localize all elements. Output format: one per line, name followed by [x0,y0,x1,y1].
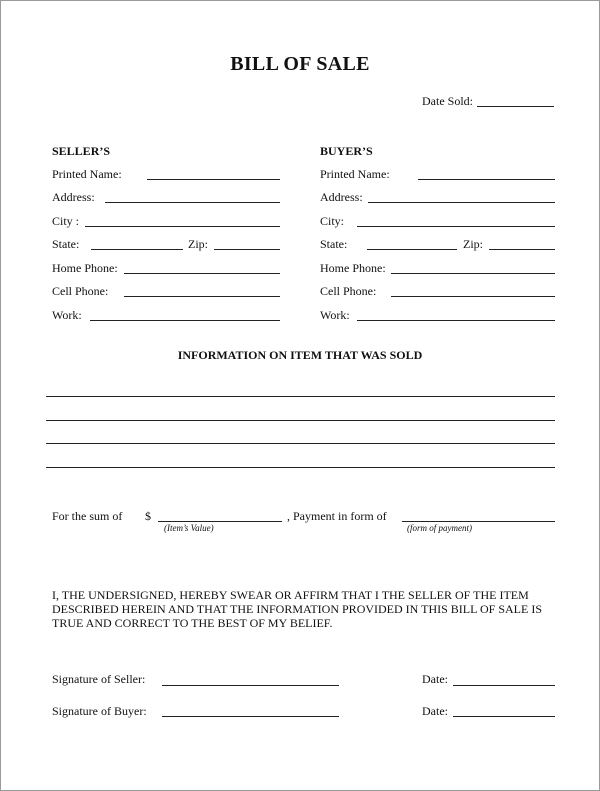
seller-zip-label: Zip: [188,237,208,251]
buyer-signature-label: Signature of Buyer: [52,704,147,718]
form-of-payment-field[interactable] [402,521,555,522]
buyer-work-label: Work: [320,308,350,322]
item-description-line-3[interactable] [46,443,555,444]
buyer-city-field[interactable] [357,226,555,227]
seller-printed-name-label: Printed Name: [52,167,122,181]
seller-address-field[interactable] [105,202,280,203]
seller-city-field[interactable] [85,226,280,227]
buyer-printed-name-field[interactable] [418,179,555,180]
buyer-state-field[interactable] [367,249,457,250]
buyer-work-field[interactable] [357,320,555,321]
seller-date-label: Date: [422,672,448,686]
seller-signature-label: Signature of Seller: [52,672,146,686]
buyer-zip-field[interactable] [489,249,555,250]
item-description-line-4[interactable] [46,467,555,468]
date-sold-label: Date Sold: [422,94,473,108]
buyer-date-label: Date: [422,704,448,718]
seller-work-label: Work: [52,308,82,322]
seller-date-field[interactable] [453,685,555,686]
buyer-home-phone-label: Home Phone: [320,261,386,275]
seller-state-label: State: [52,237,80,251]
seller-city-label: City : [52,214,80,228]
declaration-line-3: TRUE AND CORRECT TO THE BEST OF MY BELIEF. [52,616,333,630]
payment-form-label: , Payment in form of [287,509,387,523]
item-description-line-2[interactable] [46,420,555,421]
seller-state-field[interactable] [91,249,183,250]
sum-label: For the sum of [52,509,123,523]
buyer-heading: BUYER’S [320,144,373,158]
seller-home-phone-label: Home Phone: [52,261,118,275]
buyer-zip-label: Zip: [463,237,483,251]
buyer-cell-phone-label: Cell Phone: [320,284,377,298]
buyer-cell-phone-field[interactable] [391,296,555,297]
declaration-line-2: DESCRIBED HEREIN AND THAT THE INFORMATION PROVIDED IN THIS BILL OF SALE IS [52,602,543,616]
date-sold-field[interactable] [477,106,554,107]
item-section-heading: INFORMATION ON ITEM THAT WAS SOLD [177,348,423,362]
seller-cell-phone-label: Cell Phone: [52,284,109,298]
seller-work-field[interactable] [90,320,280,321]
seller-cell-phone-field[interactable] [124,296,280,297]
buyer-city-label: City: [320,214,345,228]
buyer-printed-name-label: Printed Name: [320,167,390,181]
currency-symbol: $ [145,509,151,523]
buyer-address-label: Address: [320,190,363,204]
buyer-home-phone-field[interactable] [391,273,555,274]
seller-heading: SELLER’S [52,144,111,158]
seller-signature-field[interactable] [162,685,339,686]
seller-printed-name-field[interactable] [147,179,280,180]
items-value-hint: (Item’s Value) [164,523,214,533]
form-title: BILL OF SALE [230,53,370,75]
items-value-field[interactable] [158,521,282,522]
seller-home-phone-field[interactable] [124,273,280,274]
buyer-state-label: State: [320,237,348,251]
declaration-line-1: I, THE UNDERSIGNED, HEREBY SWEAR OR AFFIRM THAT I THE SELLER OF THE ITEM [52,588,529,602]
buyer-date-field[interactable] [453,716,555,717]
item-description-line-1[interactable] [46,396,555,397]
form-of-payment-hint: (form of payment) [407,523,472,533]
seller-address-label: Address: [52,190,95,204]
buyer-signature-field[interactable] [162,716,339,717]
buyer-address-field[interactable] [368,202,555,203]
seller-zip-field[interactable] [214,249,280,250]
